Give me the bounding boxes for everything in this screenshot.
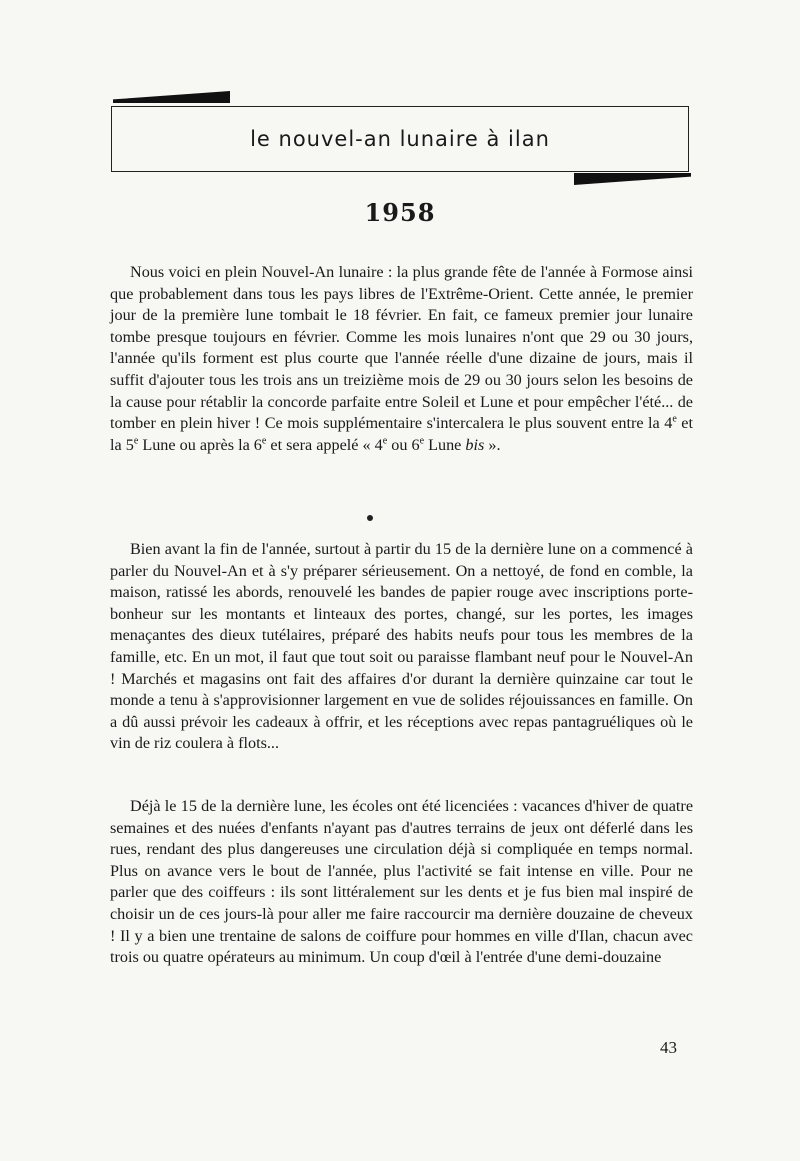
chapter-title: le nouvel-an lunaire à ilan [250, 127, 550, 151]
p1-bis: bis [465, 435, 485, 454]
p1-seg-2: et la 5 [110, 414, 693, 454]
p1-seg-10: Lune [424, 435, 466, 454]
p1-seg-6: et sera appelé « 4 [266, 435, 383, 454]
paragraph-3 [110, 796, 693, 969]
title-decoration-bar-bottom [574, 173, 691, 185]
p1-sup-5: e [261, 435, 267, 447]
p1-sup-7: e [382, 435, 388, 447]
paragraph-1 [110, 262, 693, 456]
paragraph-2-text: Bien avant la fin de l'année, surtout à partir du 15 de la dernière lune on a commencé à parler du Nouvel-An et à s'y préparer sérieusement. On a nettoyé, de fond en comble, la maison, ratissé les abords, renouvelé les bandes de papier rouge avec inscriptions porte-bonheur sur les montants et linteaux des portes, changé, sur les portes, les images menaçantes des dieux tutélaires, préparé des habits neufs pour tous les membres de la famille, etc. En un mot, il faut que tout soit ou paraisse flambant neuf pour le Nouvel-An ! Marchés et magasins ont fait des affaires d'or durant la dernière quinzaine car tout le monde a tenu à s'approvisionner largement en vue de solides réjouissances en famille. On a dû aussi prévoir les cadeaux à offrir, et les réceptions avec repas pantagruéliques où le vin de riz coulera à flots... [110, 540, 693, 753]
chapter-title-box [111, 106, 689, 172]
paragraph-1-text [110, 262, 693, 456]
p1-seg-12: ». [484, 435, 501, 454]
p1-sup-3: e [133, 435, 139, 447]
p1-seg-4: Lune ou après la 6 [138, 435, 262, 454]
paragraph-2 [110, 539, 693, 755]
chapter-year: 1958 [364, 198, 436, 227]
page-number: 43 [660, 1038, 677, 1057]
p1-seg-8: ou 6 [387, 435, 420, 454]
p1-sup-9: e [419, 435, 425, 447]
p1-sup-1: e [672, 413, 677, 425]
paragraph-3-text: Déjà le 15 de la dernière lune, les écoles ont été licenciées : vacances d'hiver de quatre semaines et des nuées d'enfants n'ayant pas d'autres terrains de jeux ont déferlé dans les rues, rendant des plus dangereuses une circulation déjà si compliquée en temps normal. Plus on avance vers le bout de l'année, plus l'activité se fait intense en ville. Pour ne parler que des coiffeurs : ils sont littéralement sur les dents et je fus bien mal inspiré de choisir un de ces jours-là pour aller me faire raccourcir ma dernière douzaine de cheveux ! Il y a bien une trentaine de salons de coiffure pour hommes en ville d'Ilan, chacun avec trois ou quatre opérateurs au minimum. Un coup d'œil à l'entrée d'une demi-douzaine [110, 797, 693, 967]
p1-seg-0: Nous voici en plein Nouvel-An lunaire : la plus grande fête de l'année à Formose ainsi que probablement dans tous les pays libres de l'Extrême-Orient. Cette année, le premier jour de la première lune tombait le 18 février. En fait, ce fameux premier jour lunaire tombe presque toujours en février. Comme les mois lunaires n'ont que 29 ou 30 jours, l'année qu'ils forment est plus courte que l'année réelle d'une dizaine de jours, mais il suffit d'ajouter tous les trois ans un treizième mois de 29 ou 30 jours selon les besoins de la cause pour rétablir la concorde parfaite entre Soleil et Lune et pour empêcher l'été... de tomber en plein hiver ! Ce mois supplémentaire s'intercalera le plus souvent entre la 4 [110, 263, 693, 433]
title-decoration-bar-top [113, 91, 230, 103]
